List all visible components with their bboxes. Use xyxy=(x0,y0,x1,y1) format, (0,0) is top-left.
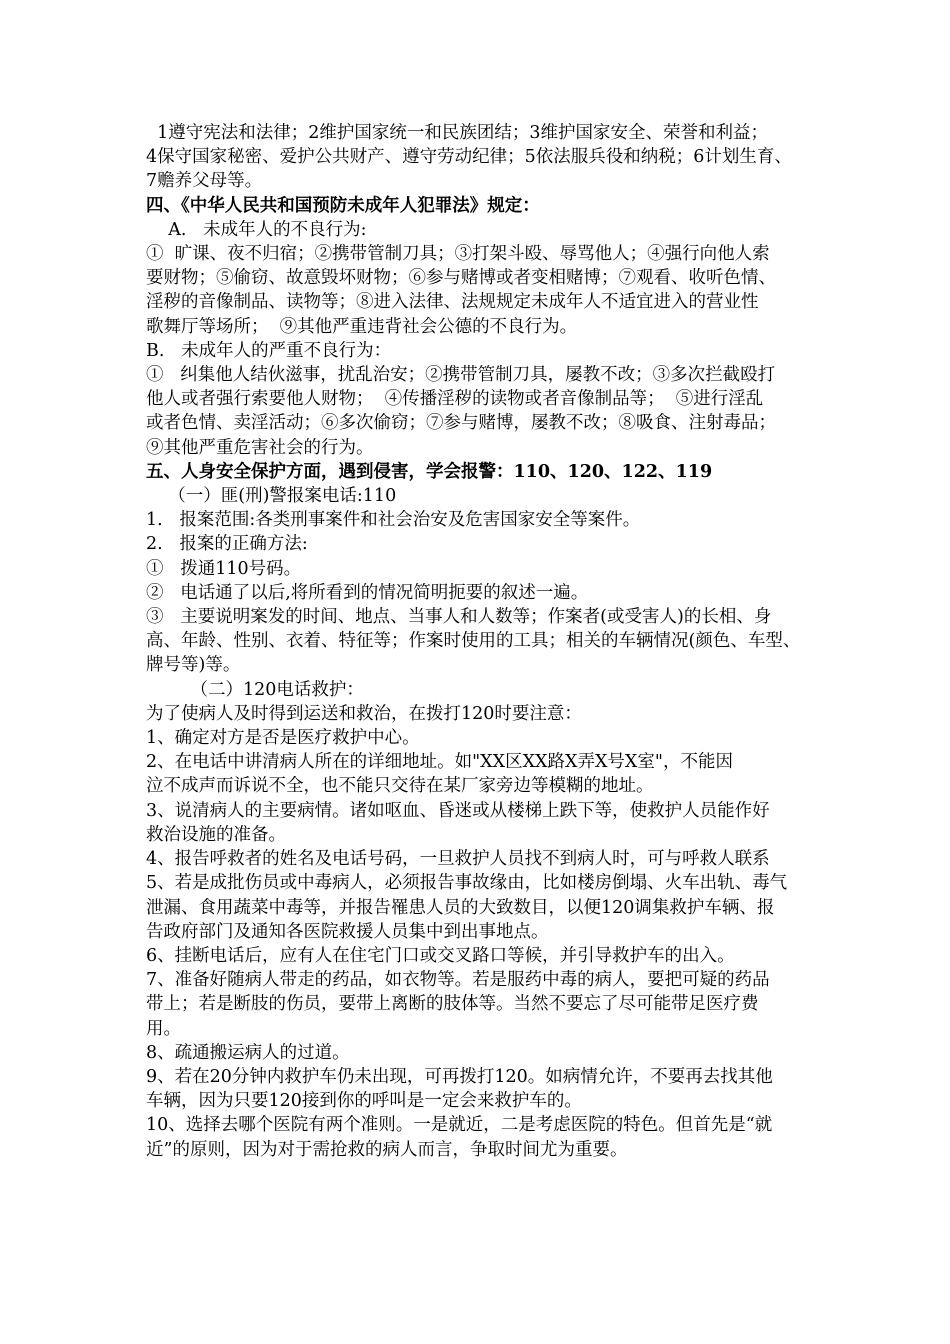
text-line: 他人或者强行索要他人财物； ④传播淫秽的读物或者音像制品等； ⑤进行淫乱 xyxy=(146,389,764,410)
text-line: 要财物；⑤偷窃、故意毁坏财物；⑥参与赌博或者变相赌博；⑦观看、收听色情、 xyxy=(146,268,776,289)
text-line: 8、疏通搬运病人的过道。 xyxy=(146,1042,350,1063)
text-line: 2. 报案的正确方法: xyxy=(146,534,308,555)
text-line: 车辆，因为只要120接到你的呼叫是一定会来救护车的。 xyxy=(146,1091,582,1112)
text-line: 1. 报案范围:各类刑事案件和社会治安及危害国家安全等案件。 xyxy=(146,510,641,531)
section-heading: 四、《中华人民共和国预防未成年人犯罪法》规定： xyxy=(146,195,540,216)
text-line: 高、年龄、性别、衣着、特征等；作案时使用的工具；相关的车辆情况(颜色、车型、 xyxy=(146,631,801,652)
text-line: A. 未成年人的不良行为: xyxy=(146,219,367,240)
text-line: 5、若是成批伤员或中毒病人，必须报告事故缘由，比如楼房倒塌、火车出轨、毒气 xyxy=(146,873,788,894)
text-line: 泣不成声而诉说不全，也不能只交待在某厂家旁边等模糊的地址。 xyxy=(146,776,654,797)
text-line: 4保守国家秘密、爱护公共财产、遵守劳动纪律；5依法服兵役和纳税；6计划生育、 xyxy=(146,147,792,168)
text-line: 告政府部门及通知各医院救援人员集中到出事地点。 xyxy=(146,921,549,942)
text-line: ① 纠集他人结伙滋事，扰乱治安；②携带管制刀具，屡教不改；③多次拦截殴打 xyxy=(146,365,776,386)
text-line: ③ 主要说明案发的时间、地点、当事人和人数等；作案者(或受害人)的长相、身 xyxy=(146,607,772,628)
document-page xyxy=(146,121,818,1162)
text-line: ① 旷课、夜不归宿；②携带管制刀具；③打架斗殴、辱骂他人；④强行向他人索 xyxy=(146,244,770,265)
text-line: 泄漏、食用蔬菜中毒等，并报告罹患人员的大致数目，以便120调集救护车辆、报 xyxy=(146,897,775,918)
text-line: 10、选择去哪个医院有两个准则。一是就近，二是考虑医院的特色。但首先是“就 xyxy=(146,1115,773,1136)
section-heading: 五、人身安全保护方面，遇到侵害，学会报警：110、120、122、119 xyxy=(146,461,713,482)
text-line: 歌舞厅等场所； ⑨其他严重违背社会公德的不良行为。 xyxy=(146,316,578,337)
text-line: （二）120电话救护： xyxy=(146,679,364,700)
text-line: 牌号等)等。 xyxy=(146,655,241,676)
text-line: 或者色情、卖淫活动；⑥多次偷窃；⑦参与赌博，屡教不改；⑧吸食、注射毒品； xyxy=(146,413,776,434)
text-line: 7赡养父母等。 xyxy=(146,171,263,192)
text-line: 带上；若是断肢的伤员，要带上离断的肢体等。当然不要忘了尽可能带足医疗费 xyxy=(146,994,759,1015)
text-line: 用。 xyxy=(146,1018,181,1039)
text-line: 3、说清病人的主要病情。诸如呕血、昏迷或从楼梯上跌下等，使救护人员能作好 xyxy=(146,800,770,821)
text-line: 救治设施的准备。 xyxy=(146,824,286,845)
text-line: ② 电话通了以后,将所看到的情况简明扼要的叙述一遍。 xyxy=(146,582,589,603)
text-line: 7、准备好随病人带走的药品，如衣物等。若是服药中毒的病人，要把可疑的药品 xyxy=(146,970,770,991)
text-line: 9、若在20分钟内救护车仍未出现，可再拨打120。如病情允许，不要再去找其他 xyxy=(146,1066,773,1087)
text-line: 4、报告呼救者的姓名及电话号码，一旦救护人员找不到病人时，可与呼救人联系 xyxy=(146,849,770,870)
text-line: ① 拨通110号码。 xyxy=(146,558,302,579)
text-line: 2、在电话中讲清病人所在的详细地址。如"XX区XX路X弄X号X室"，不能因 xyxy=(146,752,733,773)
text-line: 近”的原则，因为对于需抢救的病人而言，争取时间尤为重要。 xyxy=(146,1139,628,1160)
text-line: ⑨其他严重危害社会的行为。 xyxy=(146,437,374,458)
text-line: 为了使病人及时得到运送和救治，在拨打120时要注意： xyxy=(146,703,582,724)
text-line: 淫秽的音像制品、读物等；⑧进入法律、法规规定未成年人不适宜进入的营业性 xyxy=(146,292,759,313)
text-line: 1、确定对方是否是医疗救护中心。 xyxy=(146,728,420,749)
text-line: （一）匪(刑)警报案电话:110 xyxy=(146,486,397,507)
text-line: 1遵守宪法和法律；2维护国家统一和民族团结；3维护国家安全、荣誉和利益； xyxy=(146,123,769,143)
text-line: 6、挂断电话后，应有人在住宅门口或交叉路口等候，并引导救护车的出入。 xyxy=(146,945,735,966)
text-line: B. 未成年人的严重不良行为： xyxy=(146,340,392,361)
